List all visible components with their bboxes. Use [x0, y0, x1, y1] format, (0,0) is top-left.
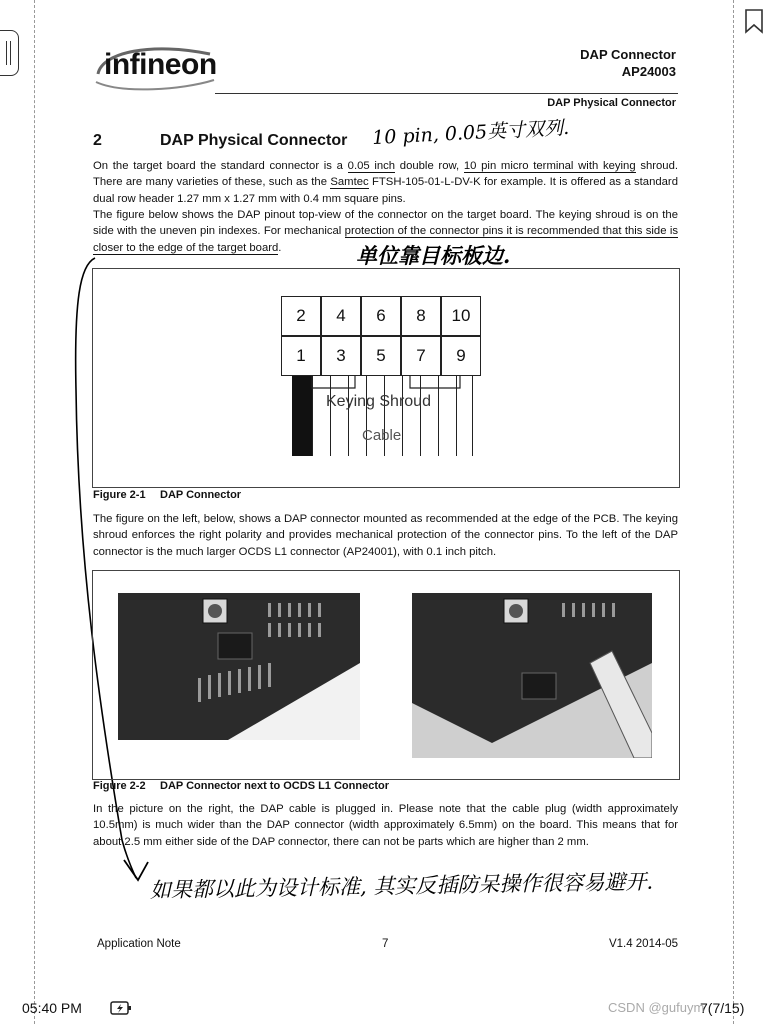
header-rule: [215, 93, 678, 94]
paragraph-cable-plug: In the picture on the right, the DAP cable is plugged in. Please note that the cable plug (width approximately 10.5mm) is much wider than the DAP connector (width approximately 6.5mm) on the board. This means that for about 2.5 mm either side of the DAP connector, there can not be parts which are higher than 2 mm.: [93, 803, 678, 848]
figure-caption-num: Figure 2-1: [93, 489, 146, 501]
figure2-caption-text: DAP Connector next to OCDS L1 Connector: [160, 780, 389, 792]
photo-connector-mounted: [118, 593, 360, 740]
pin-3: 3: [321, 336, 361, 376]
bookmark-icon[interactable]: [744, 8, 764, 34]
pin-2: 2: [281, 296, 321, 336]
handwritten-note-edge: 单位靠目标板边.: [356, 243, 511, 268]
keying-shroud-label: Keying Shroud: [326, 393, 431, 410]
pin-7: 7: [401, 336, 441, 376]
underline-protection: protection of the connector pins it is recommended that this side is closer to the edge of the target board: [93, 225, 678, 254]
figure-caption-text: DAP Connector: [160, 489, 242, 501]
paragraph-connector-intro: On the target board the standard connector is a 0.05 inch double row, 10 pin micro terminal with keying shroud. There are many varieties of these, such as the Samtec FTSH-105-01-L-DV-K for example. It is offered as a standard dual row header 1.27 mm x 1.27 mm with 0.4 mm square pins.: [93, 160, 678, 205]
battery-charging-icon: [110, 1000, 132, 1016]
underline-samtec: Samtec: [330, 176, 369, 189]
underline-0.05-inch: 0.05 inch: [347, 160, 396, 172]
pin-4: 4: [321, 296, 361, 336]
keying-shroud-outline: [300, 374, 470, 390]
logo-text: infineon: [104, 48, 217, 81]
left-margin-guide: [34, 0, 35, 1024]
pin-9: 9: [441, 336, 481, 376]
figure2-caption-num: Figure 2-2: [93, 780, 146, 792]
infineon-logo: [92, 44, 217, 94]
underline-10-pin: 10 pin micro terminal with keying: [463, 160, 636, 172]
pin-6: 6: [361, 296, 401, 336]
status-page-indicator: 7(7/15): [700, 1000, 745, 1016]
pin-8: 8: [401, 296, 441, 336]
footer-doc-type: Application Note: [97, 938, 181, 950]
doc-title: DAP Connector: [580, 47, 676, 62]
pin-10: 10: [441, 296, 481, 336]
section-number: 2: [93, 132, 102, 149]
handwritten-note-top: 10 pin, 0.05英寸双列.: [371, 116, 570, 150]
paragraph-pinout: The figure below shows the DAP pinout top-view of the connector on the target board. The keying shroud is on the side with the uneven pin indexes. For mechanical protection of the connector pins it is recommended that this side is closer to the edge of the target board.: [93, 209, 678, 254]
doc-number: AP24003: [621, 64, 676, 79]
side-panel-toggle[interactable]: [0, 30, 19, 76]
section-running-header: DAP Physical Connector: [547, 97, 676, 109]
status-time: 05:40 PM: [22, 1000, 82, 1016]
cable-label: Cable: [362, 427, 402, 444]
footer-version: V1.4 2014-05: [608, 938, 678, 950]
pin-1: 1: [281, 336, 321, 376]
handwritten-note-bottom: 如果都以此为设计标准, 其实反插防呆操作很容易避开.: [149, 869, 654, 903]
pin-5: 5: [361, 336, 401, 376]
watermark: CSDN @gufuym: [608, 1000, 705, 1015]
photo-cable-plugged: [412, 593, 652, 758]
paragraph-mounted-connector: The figure on the left, below, shows a DAP connector mounted as recommended at the edge of the PCB. The keying shroud enforces the right polarity and provides mechanical protection of the connector pins. To the left of the DAP connector is the much larger OCDS L1 connector (AP24001), with 0.1 inch pitch.: [93, 513, 678, 558]
footer-page-number: 7: [382, 938, 389, 950]
section-title: DAP Physical Connector: [160, 132, 348, 149]
right-margin-guide: [733, 0, 734, 1024]
